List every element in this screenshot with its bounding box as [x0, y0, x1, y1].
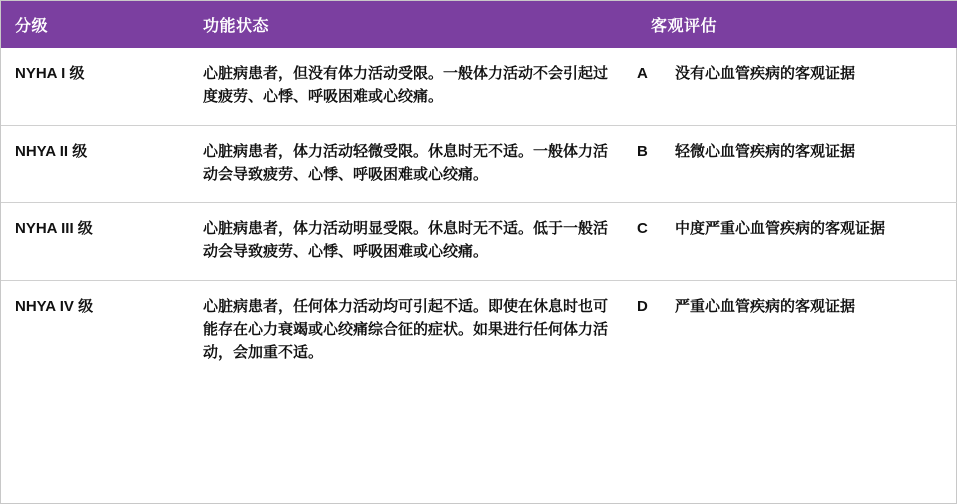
table-row	[1, 48, 957, 125]
objective-text: 中度严重心血管疾病的客观证据	[675, 220, 886, 237]
column-header-grade: 分级	[1, 1, 189, 48]
objective-letter: D	[637, 297, 648, 315]
table-row	[1, 280, 957, 380]
objective-assessment-group	[637, 62, 957, 85]
cell-grade: NHYA II 级	[1, 125, 189, 203]
cell-functional-status: 心脏病患者，但没有体力活动受限。一般体力活动不会引起过度疲劳、心悸、呼吸困难或心绞痛。	[189, 48, 637, 125]
table-header-row	[1, 1, 957, 48]
objective-letter: A	[637, 65, 648, 82]
column-header-objective-assessment: 客观评估	[637, 1, 957, 48]
objective-letter: B	[637, 142, 648, 160]
objective-assessment-group	[637, 140, 957, 163]
cell-functional-status: 心脏病患者，任何体力活动均可引起不适。即使在休息时也可能存在心力衰竭或心绞痛综合征的症状。如果进行任何体力活动，会加重不适。	[203, 297, 609, 361]
objective-text: 轻微心血管疾病的客观证据	[675, 142, 856, 160]
objective-letter: C	[637, 220, 648, 237]
table-row	[1, 125, 957, 203]
cell-objective-assessment	[637, 125, 957, 203]
objective-assessment-group	[637, 295, 957, 318]
column-header-functional-status: 功能状态	[189, 1, 637, 48]
classification-table	[1, 1, 957, 380]
cell-grade: NHYA IV 级	[15, 297, 94, 315]
cell-objective-assessment	[637, 280, 957, 380]
objective-assessment-group	[637, 217, 957, 240]
table-body	[1, 48, 957, 380]
cell-grade: NYHA I 级	[1, 48, 189, 125]
cell-functional-status: 心脏病患者，体力活动轻微受限。休息时无不适。一般体力活动会导致疲劳、心悸、呼吸困难或心绞痛。	[189, 125, 637, 203]
cell-grade: NYHA III 级	[1, 203, 189, 281]
cell-functional-status: 心脏病患者，体力活动明显受限。休息时无不适。低于一般活动会导致疲劳、心悸、呼吸困难或心绞痛。	[189, 203, 637, 281]
table-header	[1, 1, 957, 48]
cell-objective-assessment	[637, 48, 957, 125]
objective-text: 严重心血管疾病的客观证据	[675, 297, 856, 315]
cell-objective-assessment	[637, 203, 957, 281]
table-row	[1, 203, 957, 281]
objective-text: 没有心血管疾病的客观证据	[675, 65, 856, 82]
